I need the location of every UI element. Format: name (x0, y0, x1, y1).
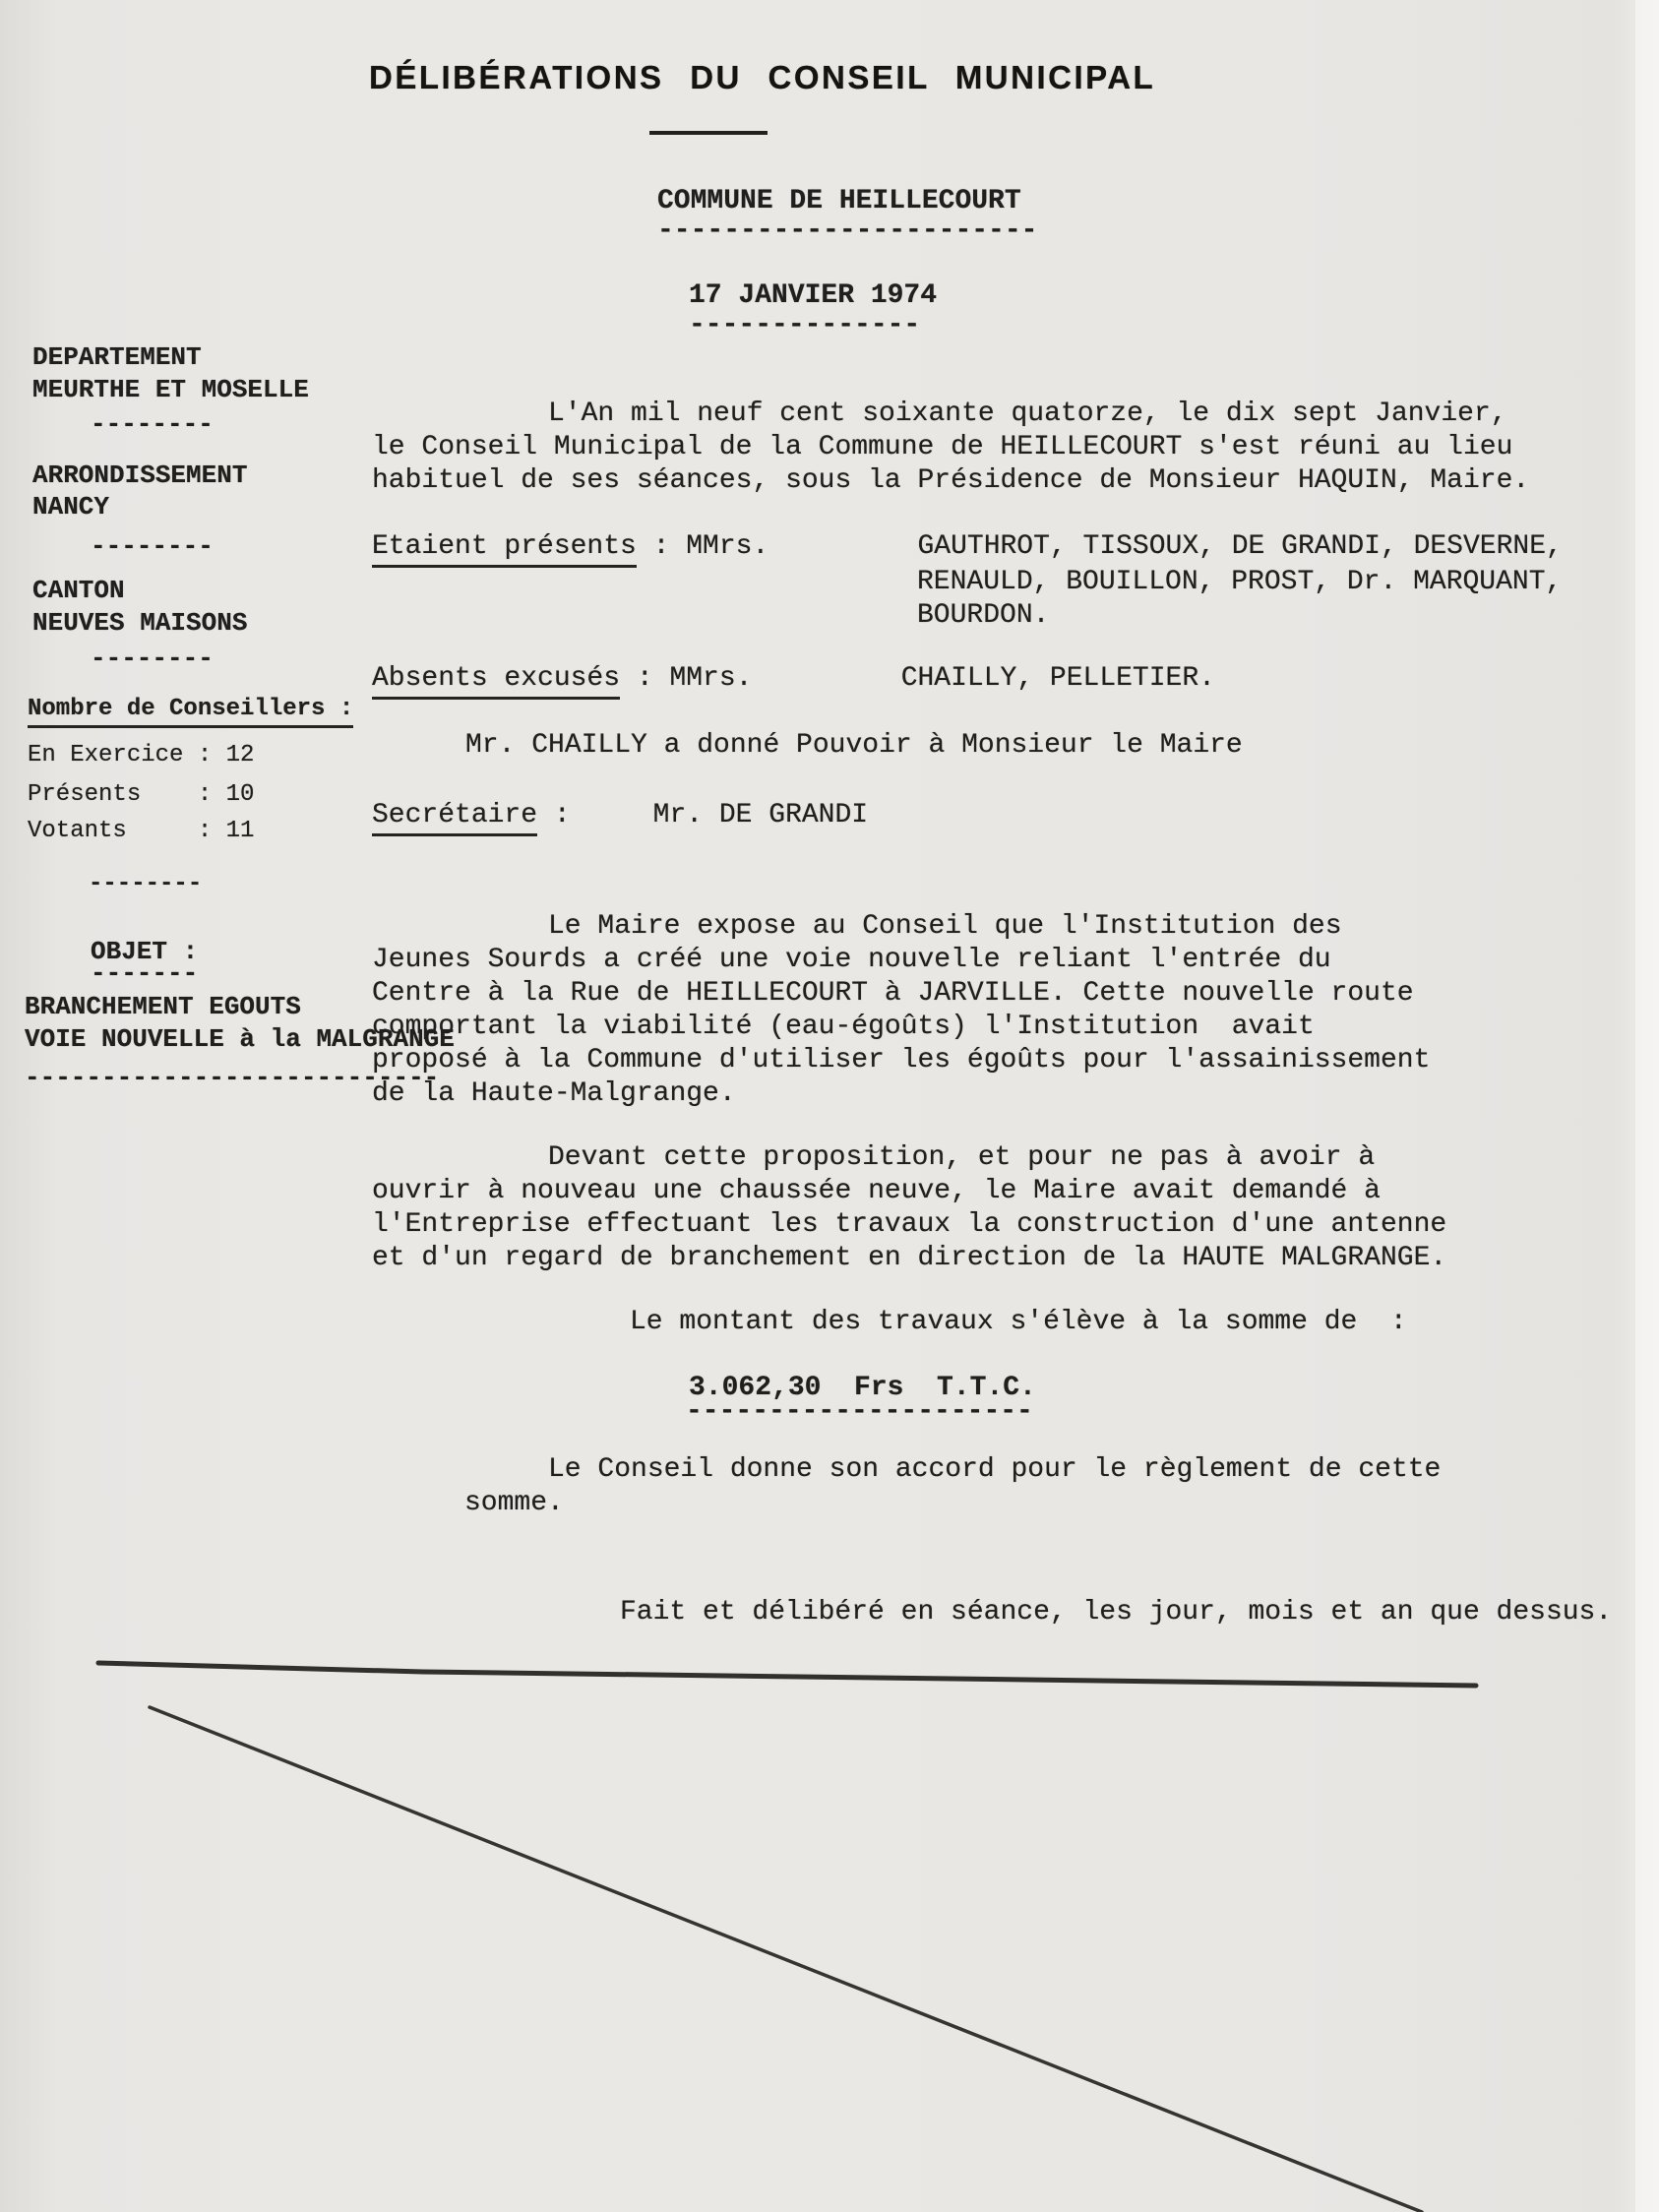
commune-dashed-rule: ----------------------- (657, 215, 1038, 246)
paragraph1-line1: L'An mil neuf cent soixante quatorze, le dix sept Janvier, (548, 399, 1507, 429)
pouvoir-line: Mr. CHAILLY a donné Pouvoir à Monsieur le Maire (465, 730, 1243, 761)
pen-line-diagonal (150, 1707, 1422, 2212)
sidebar-rule-1: -------- (91, 409, 214, 439)
paragraph2-line5: proposé à la Commune d'utiliser les égoûts pour l'assainissement (372, 1045, 1431, 1075)
paragraph2-line6: de la Haute-Malgrange. (372, 1078, 736, 1109)
paragraph1-line3: habituel de ses séances, sous la Présidence de Monsieur HAQUIN, Maire. (372, 465, 1530, 496)
paragraph3-line4: et d'un regard de branchement en direction de la HAUTE MALGRANGE. (372, 1243, 1447, 1273)
paragraph3-line2: ouvrir à nouveau une chaussée neuve, le Maire avait demandé à (372, 1176, 1381, 1206)
canton-value: NEUVES MAISONS (32, 608, 248, 638)
montant-dashed-rule: --------------------- (686, 1396, 1033, 1427)
session-date: 17 JANVIER 1974 (689, 280, 938, 311)
objet-dashed-rule: ------- (91, 958, 199, 988)
commune-heading: COMMUNE DE HEILLECOURT (657, 186, 1021, 216)
objet-long-rule: --------------------------- (25, 1063, 440, 1092)
date-dashed-rule: -------------- (689, 310, 921, 340)
page-title: DÉLIBÉRATIONS DU CONSEIL MUNICIPAL (369, 59, 1156, 95)
presents-line3: BOURDON. (917, 600, 1050, 631)
presents-names-line1: : MMrs. GAUTHROT, TISSOUX, DE GRANDI, DESVERNE, (636, 531, 1563, 562)
secretaire-label: Secrétaire (372, 800, 537, 836)
scan-edge-strip (1635, 0, 1659, 2212)
paragraph3-line3: l'Entreprise effectuant les travaux la construction d'une antenne (372, 1209, 1447, 1240)
montant-amount: 3.062,30 Frs T.T.C. (689, 1373, 1036, 1403)
absents-names: : MMrs. CHAILLY, PELLETIER. (620, 663, 1215, 694)
conseillers-heading-text: Nombre de Conseillers : (28, 696, 353, 728)
sidebar-rule-4: -------- (89, 871, 203, 897)
sidebar-rule-2: -------- (91, 531, 214, 561)
secretaire-name: : Mr. DE GRANDI (537, 800, 869, 830)
departement-label: DEPARTEMENT (32, 342, 202, 372)
presents-label: Etaient présents (372, 531, 637, 568)
objet-label: OBJET : (91, 937, 199, 966)
objet-line-1: BRANCHEMENT EGOUTS (25, 992, 301, 1021)
fait-deliberate-line: Fait et délibéré en séance, les jour, mois et an que dessus. (620, 1597, 1613, 1628)
pen-line-horizontal (98, 1663, 1476, 1686)
montant-intro-line: Le montant des travaux s'élève à la somme de : (630, 1307, 1407, 1337)
paragraph2-line1: Le Maire expose au Conseil que l'Institution des (548, 911, 1342, 942)
arrondissement-value: NANCY (32, 492, 110, 522)
paragraph3-line1: Devant cette proposition, et pour ne pas à avoir à (548, 1142, 1376, 1173)
accord-line1: Le Conseil donne son accord pour le règlement de cette (548, 1454, 1442, 1485)
count-en-exercice: En Exercice : 12 (28, 742, 255, 768)
arrondissement-label: ARRONDISSEMENT (32, 461, 248, 490)
presents-line2: RENAULD, BOUILLON, PROST, Dr. MARQUANT, (917, 567, 1563, 597)
sidebar-rule-3: -------- (91, 644, 214, 673)
paragraph2-line3: Centre à la Rue de HEILLECOURT à JARVILLE. Cette nouvelle route (372, 978, 1414, 1009)
absents-label: Absents excusés (372, 663, 620, 700)
departement-value: MEURTHE ET MOSELLE (32, 375, 309, 404)
paragraph1-line2: le Conseil Municipal de la Commune de HEILLECOURT s'est réuni au lieu (372, 432, 1513, 462)
canton-label: CANTON (32, 576, 125, 605)
count-presents: Présents : 10 (28, 781, 255, 808)
objet-line-2: VOIE NOUVELLE à la MALGRANGE (25, 1024, 455, 1054)
accord-line2: somme. (464, 1488, 564, 1518)
paragraph2-line2: Jeunes Sourds a créé une voie nouvelle reliant l'entrée du (372, 945, 1331, 975)
paragraph2-line4: comportant la viabilité (eau-égoûts) l'Institution avait (372, 1012, 1315, 1042)
count-votants: Votants : 11 (28, 818, 255, 844)
